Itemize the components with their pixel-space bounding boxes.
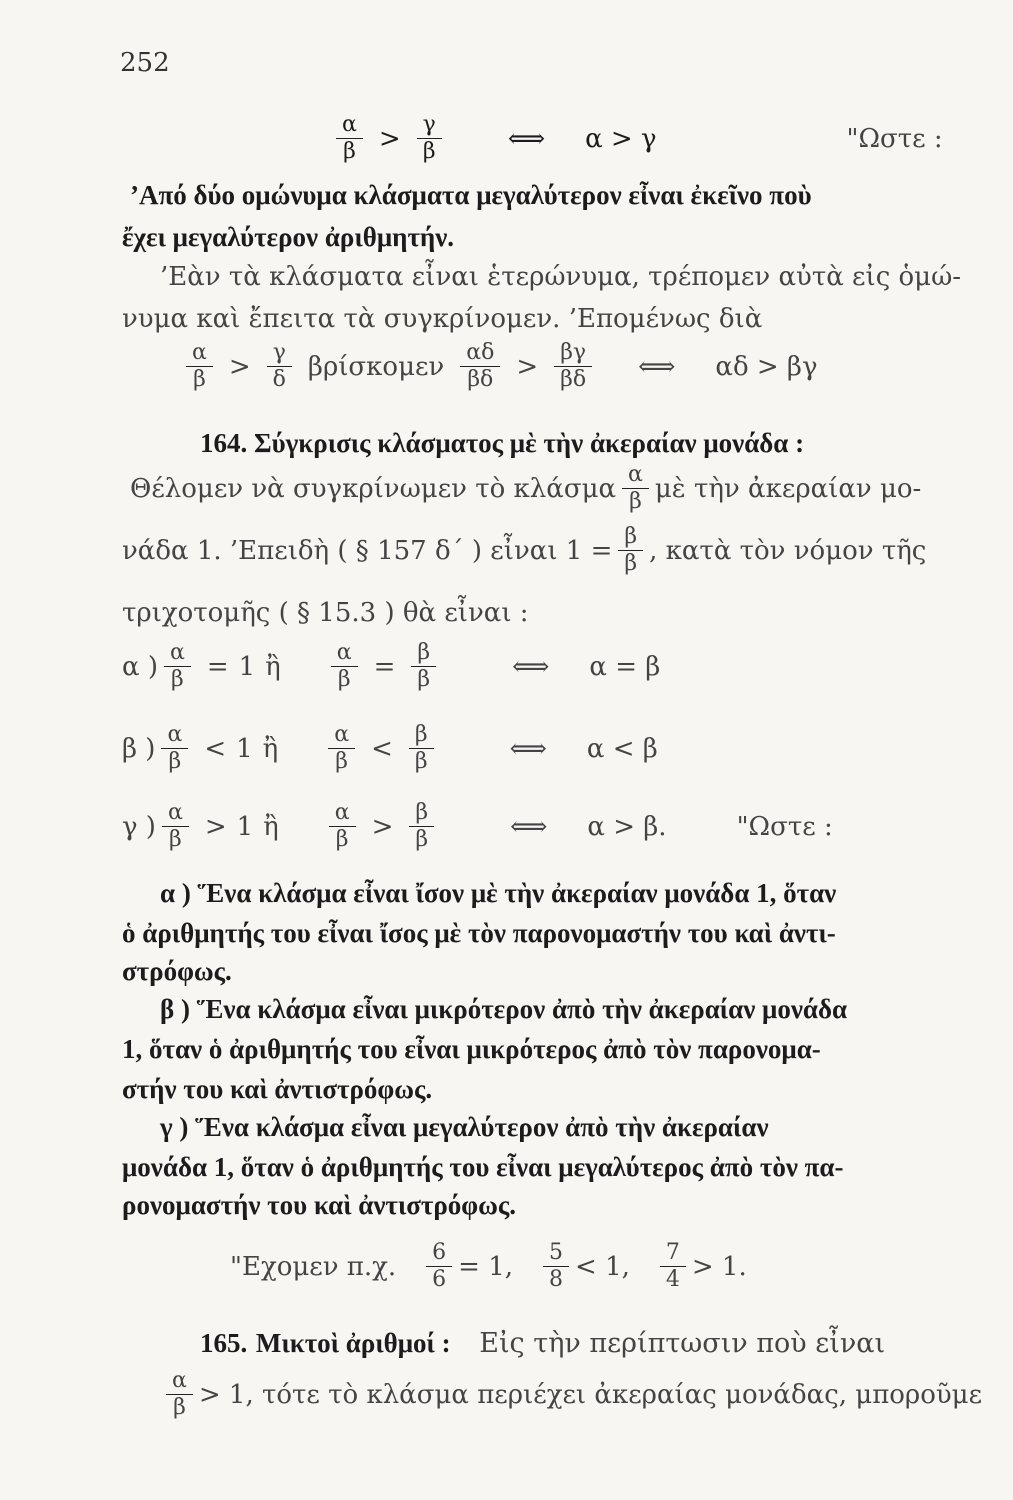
rule-line: 1, ὅταν ὁ ἀριθμητής του εἶναι μικρότερος ἀπὸ τὸν παρονομα- bbox=[122, 1034, 821, 1064]
case-equal: α ) $\frac{\alpha}{\beta}$ = 1 ἢ $\frac{\alpha}{\beta}$ = $\frac{\beta}{\beta}$ ⟺ α = β bbox=[122, 640, 661, 692]
rule-line: β ) Ἕνα κλάσμα εἶναι μικρότερον ἀπὸ τὴν ἀκεραίαν μονάδα bbox=[160, 994, 848, 1024]
case-less: β ) $\frac{\alpha}{\beta}$ < 1 ἢ $\frac{\alpha}{\beta}$ < $\frac{\beta}{\beta}$ ⟺ α < β bbox=[122, 722, 658, 774]
rule-line: α ) Ἕνα κλάσμα εἶναι ἴσον μὲ τὴν ἀκεραίαν μονάδα 1, ὅταν bbox=[160, 878, 837, 908]
case-greater: γ ) $\frac{\alpha}{\beta}$ > 1 ἢ $\frac{\alpha}{\beta}$ > $\frac{\beta}{\beta}$ ⟺ α > β. "Ωστε : bbox=[122, 800, 833, 852]
paragraph-line: Θέλομεν νὰ συγκρίνωμεν τὸ κλάσμα $\frac{\alpha}{\beta}$ μὲ τὴν ἀκεραίαν μο- bbox=[130, 462, 922, 514]
page-number: 252 bbox=[120, 48, 170, 78]
paragraph-line: νυμα καὶ ἔπειτα τὰ συγκρίνομεν. ’Επομένως διὰ bbox=[122, 304, 763, 334]
rule-line: στρόφως. bbox=[122, 956, 232, 986]
paragraph-line: ἔχει μεγαλύτερον ἀριθμητήν. bbox=[122, 222, 455, 252]
paragraph-line: νάδα 1. ’Επειδὴ ( § 157 δ΄ ) εἶναι 1 = $\frac{\beta}{\beta}$ , κατὰ τὸν νόμον τῆς bbox=[122, 524, 927, 576]
paragraph-line: τριχοτομῆς ( § 15.3 ) θὰ εἶναι : bbox=[122, 598, 529, 628]
section-165-heading: 165. Μικτοὶ ἀριθμοί : Εἰς τὴν περίπτωσιν ποὺ εἶναι bbox=[200, 1328, 886, 1359]
rule-line: γ ) Ἕνα κλάσμα εἶναι μεγαλύτερον ἀπὸ τὴν ἀκεραίαν bbox=[160, 1112, 769, 1142]
formula-same-denominator: $\frac{\alpha}{\beta}$ > $\frac{\gamma}{\beta}$ ⟺ α > γ "Ωστε : bbox=[330, 112, 943, 165]
paragraph-line: $\frac{\alpha}{\beta}$ > 1, τότε τὸ κλάσμα περιέχει ἀκεραίας μονάδας, μποροῦμε bbox=[160, 1368, 982, 1421]
rule-line: μονάδα 1, ὅταν ὁ ἀριθμητής του εἶναι μεγαλύτερος ἀπὸ τὸν πα- bbox=[122, 1152, 844, 1182]
fraction: $\frac{\alpha}{\beta}$ bbox=[336, 112, 363, 165]
paragraph-line: ’Εὰν τὰ κλάσματα εἶναι ἑτερώνυμα, τρέπομεν αὐτὰ εἰς ὁμώ- bbox=[160, 262, 962, 292]
rule-line: ρονομαστήν του καὶ ἀντιστρόφως. bbox=[122, 1190, 517, 1220]
rule-line: στήν του καὶ ἀντιστρόφως. bbox=[122, 1074, 433, 1104]
section-164-heading: 164. Σύγκρισις κλάσματος μὲ τὴν ἀκεραίαν μονάδα : bbox=[200, 428, 805, 458]
rule-line: ὁ ἀριθμητής του εἶναι ἴσος μὲ τὸν παρονομαστήν του καὶ ἀντι- bbox=[122, 918, 836, 948]
fraction: $\frac{\gamma}{\beta}$ bbox=[417, 112, 442, 165]
example-line: "Εχομεν π.χ. $\frac{6}{6}$ = 1, $\frac{5}{8}$ < 1, $\frac{7}{4}$ > 1. bbox=[230, 1240, 747, 1292]
formula-different-denominators: $\frac{\alpha}{\beta}$ > $\frac{\gamma}{\delta}$ βρίσκομεν $\frac{\alpha\delta}{\beta\delta}$ > $\frac{\beta\gamma}{\beta\delta}$ ⟺ αδ > βγ bbox=[180, 340, 828, 393]
paragraph-line: ’Από δύο ομώνυμα κλάσματα μεγαλύτερον εἶναι ἐκεῖνο ποὺ bbox=[130, 180, 812, 210]
